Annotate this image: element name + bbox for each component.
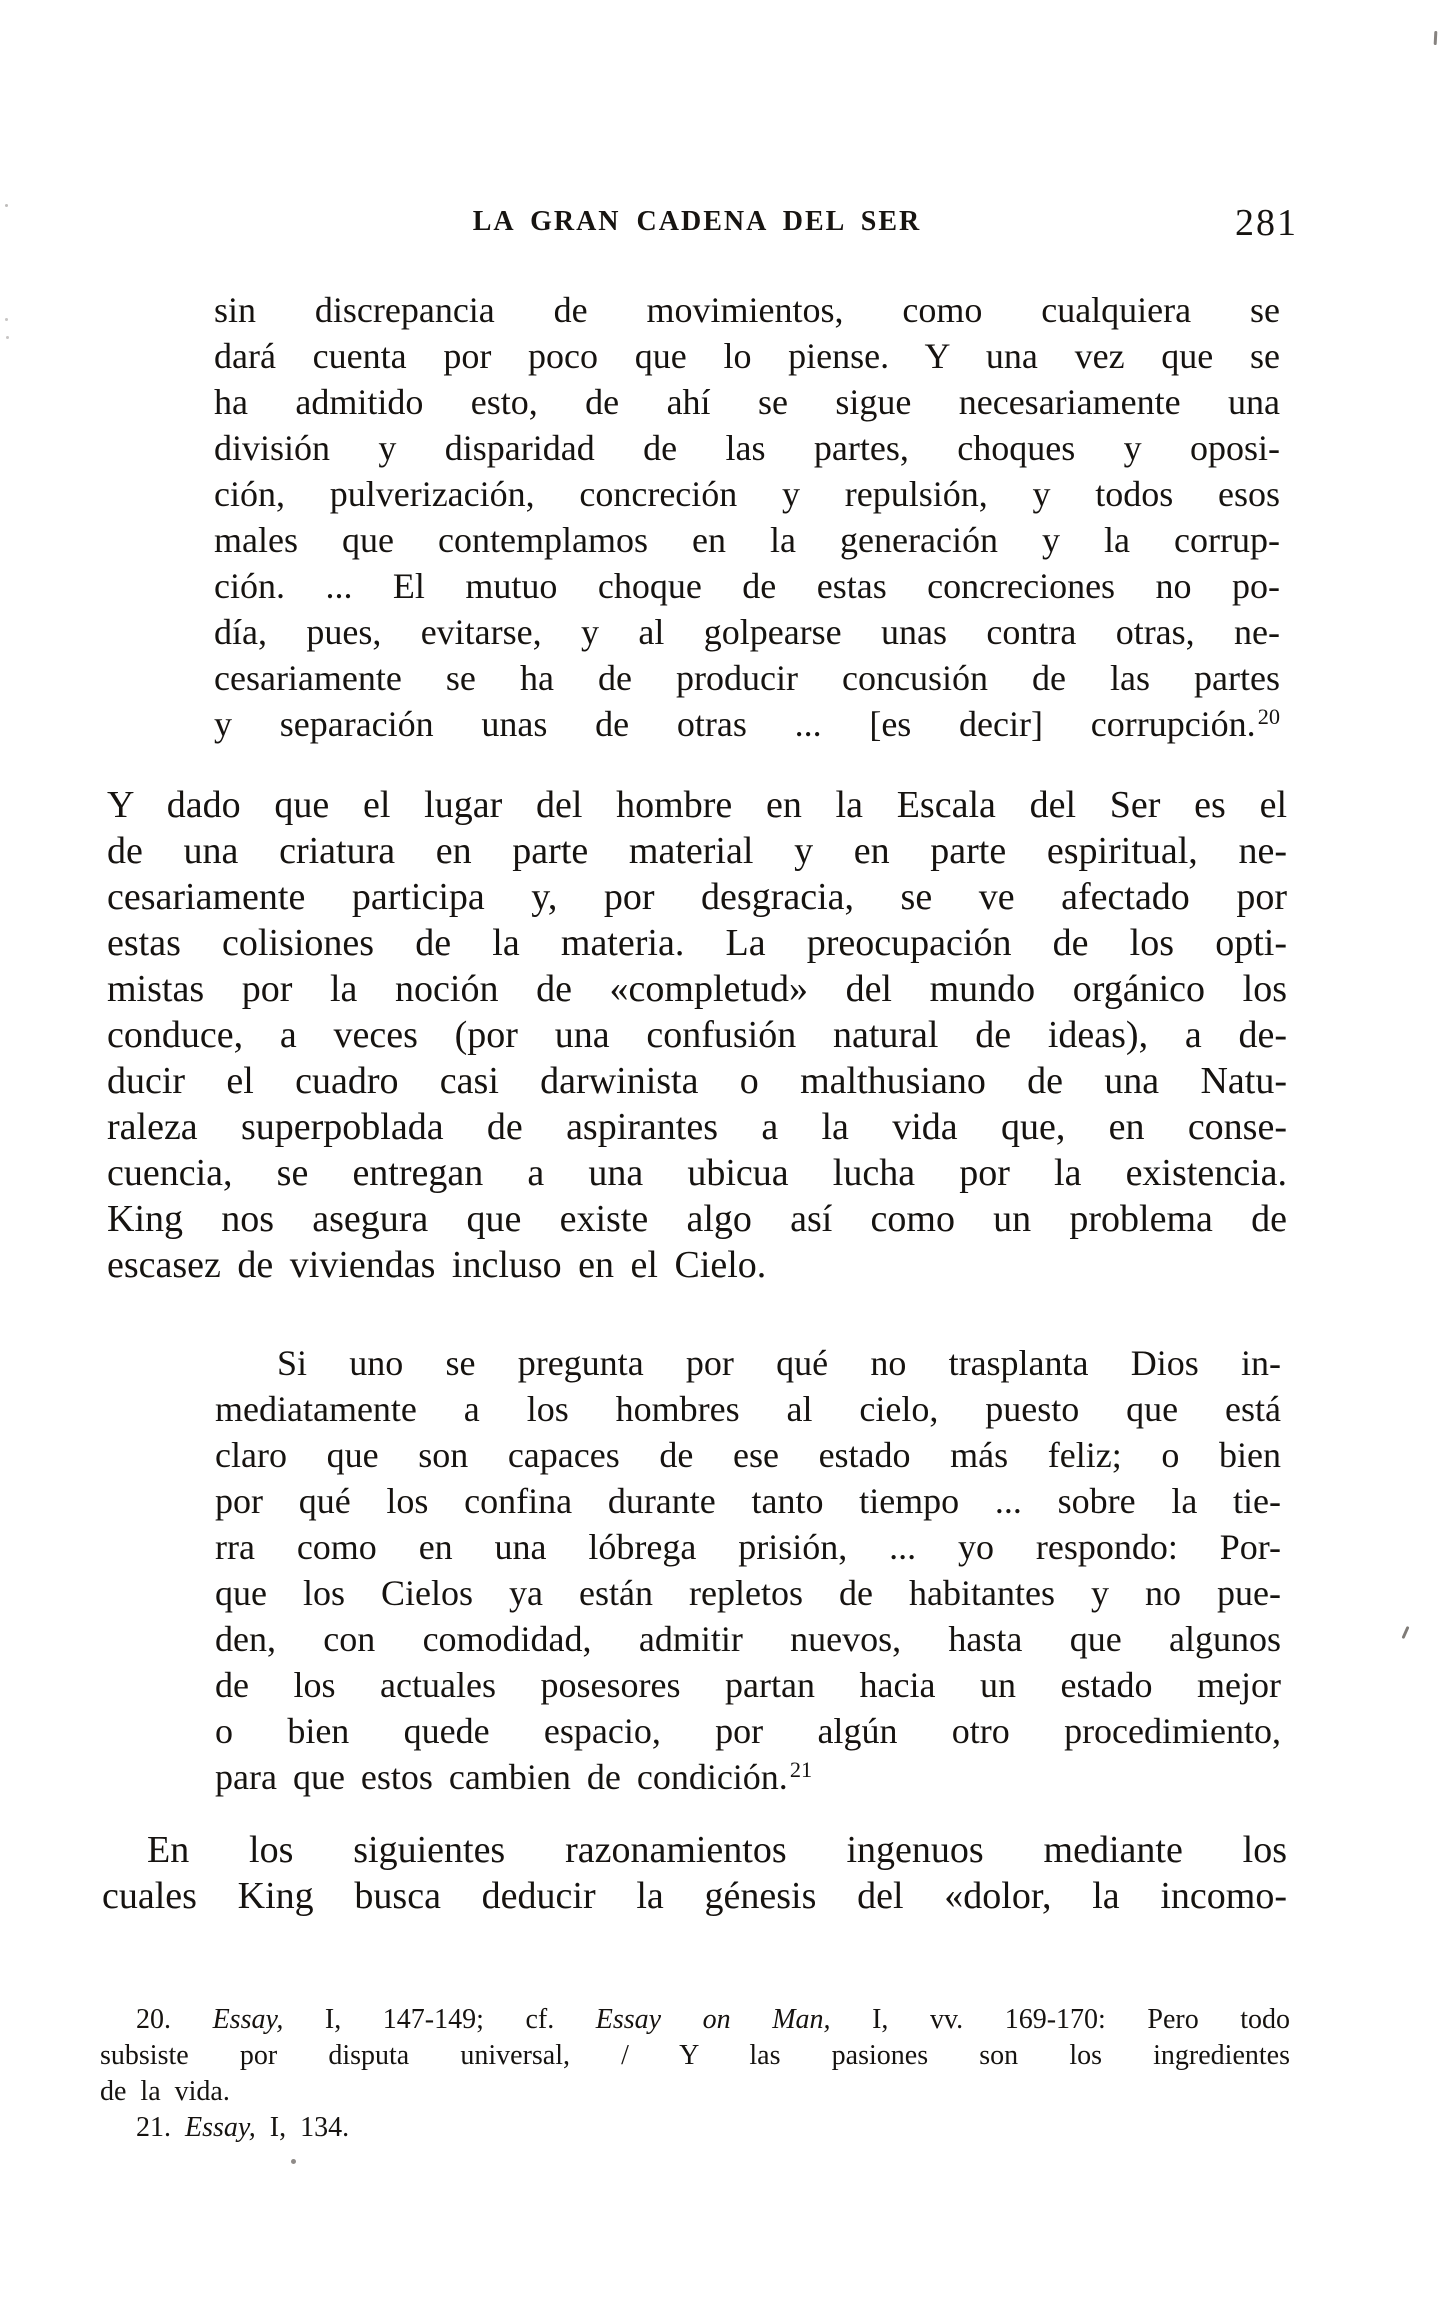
quote-last-line (215, 1754, 1281, 1800)
quote-line: rra como en una lóbrega prisión, ... yo respondo: Por- (215, 1527, 1281, 1567)
footnote-20-line-3: de la vida. (100, 2076, 230, 2107)
quote-line: sin discrepancia de movimientos, como cualquiera se (214, 290, 1280, 330)
quote-line: males que contemplamos en la generación y la corrup- (214, 520, 1280, 560)
footnote-20-line-1 (100, 2002, 1290, 2038)
footnote-21-line (100, 2110, 1290, 2146)
footnote-number: 21. (136, 2112, 171, 2143)
footnote-reference-20: 20 (1257, 704, 1280, 730)
body-paragraph-1 (107, 782, 1287, 1288)
body-line: cuales King busca deducir la génesis del «dolor, la incomo- (102, 1875, 1287, 1917)
quote-line: ha admitido esto, de ahí se sigue necesariamente una (214, 382, 1280, 422)
body-last-line: escasez de viviendas incluso en el Cielo. (107, 1244, 767, 1286)
scan-artifact (1434, 31, 1438, 45)
footnote-text: I, 134. (269, 2112, 350, 2143)
quote-line: o bien quede espacio, por algún otro procedimiento, (215, 1711, 1281, 1751)
body-line: Y dado que el lugar del hombre en la Escala del Ser es el (107, 784, 1287, 826)
body-line: estas colisiones de la materia. La preocupación de los opti- (107, 922, 1287, 964)
quote-line: división y disparidad de las partes, choques y oposi- (214, 428, 1280, 468)
quote-line: cesariamente se ha de producir concusión de las partes (214, 658, 1280, 698)
quote-line: ción. ... El mutuo choque de estas concreciones no po- (214, 566, 1280, 606)
work-title: Essay, (185, 2112, 256, 2143)
footnote-text: I, 147-149; cf. (324, 2004, 555, 2035)
scan-artifact (5, 318, 8, 321)
quote-line: Si uno se pregunta por qué no trasplanta Dios in- (277, 1343, 1281, 1383)
work-title: Essay on Man, (595, 2004, 831, 2035)
body-line: King nos asegura que existe algo así como un problema de (107, 1198, 1287, 1240)
quote-line-text: y separación unas de otras ... [es decir] corrupción. (214, 704, 1256, 744)
body-line: raleza superpoblada de aspirantes a la vida que, en conse- (107, 1106, 1287, 1148)
quote-line: claro que son capaces de ese estado más feliz; o bien (215, 1435, 1281, 1475)
quote-line: que los Cielos ya están repletos de habitantes y no pue- (215, 1573, 1281, 1613)
quote-line: de los actuales posesores partan hacia un estado mejor (215, 1665, 1281, 1705)
quote-line: por qué los confina durante tanto tiempo ... sobre la tie- (215, 1481, 1281, 1521)
footnote-text: I, vv. 169-170: Pero todo (872, 2004, 1290, 2035)
body-paragraph-2 (102, 1827, 1287, 1919)
body-line: ducir el cuadro casi darwinista o malthusiano de una Natu- (107, 1060, 1287, 1102)
body-line: mistas por la noción de «completud» del mundo orgánico los (107, 968, 1287, 1010)
quotation-block-2 (215, 1340, 1281, 1800)
page-number: 281 (1235, 202, 1298, 244)
quote-line: mediatamente a los hombres al cielo, puesto que está (215, 1389, 1281, 1429)
quote-line: ción, pulverización, concreción y repulsión, y todos esos (214, 474, 1280, 514)
work-title: Essay, (212, 2004, 284, 2035)
scan-artifact (6, 336, 9, 339)
footnote-number: 20. (136, 2004, 171, 2035)
running-header-title: LA GRAN CADENA DEL SER (472, 206, 922, 237)
quote-line: dará cuenta por poco que lo piense. Y una vez que se (214, 336, 1280, 376)
scan-artifact (5, 204, 8, 207)
quote-line: día, pues, evitarse, y al golpearse unas contra otras, ne- (214, 612, 1280, 652)
body-line: cesariamente participa y, por desgracia, se ve afectado por (107, 876, 1287, 918)
footnote-reference-21: 21 (789, 1757, 813, 1783)
body-line: cuencia, se entregan a una ubicua lucha por la existencia. (107, 1152, 1287, 1194)
footnotes-section (100, 2002, 1290, 2146)
quote-line: den, con comodidad, admitir nuevos, hasta que algunos (215, 1619, 1281, 1659)
footnote-20-line-2: subsiste por disputa universal, / Y las pasiones son los ingredientes (100, 2040, 1290, 2071)
quote-last-line (214, 701, 1280, 747)
body-line: conduce, a veces (por una confusión natural de ideas), a de- (107, 1014, 1287, 1056)
quote-line-text: para que estos cambien de condición. (215, 1757, 788, 1797)
body-line: En los siguientes razonamientos ingenuos mediante los (147, 1829, 1287, 1871)
scan-artifact (1401, 1626, 1409, 1639)
scan-artifact (291, 2159, 296, 2164)
quotation-block-1 (214, 287, 1280, 747)
body-line: de una criatura en parte material y en parte espiritual, ne- (107, 830, 1287, 872)
